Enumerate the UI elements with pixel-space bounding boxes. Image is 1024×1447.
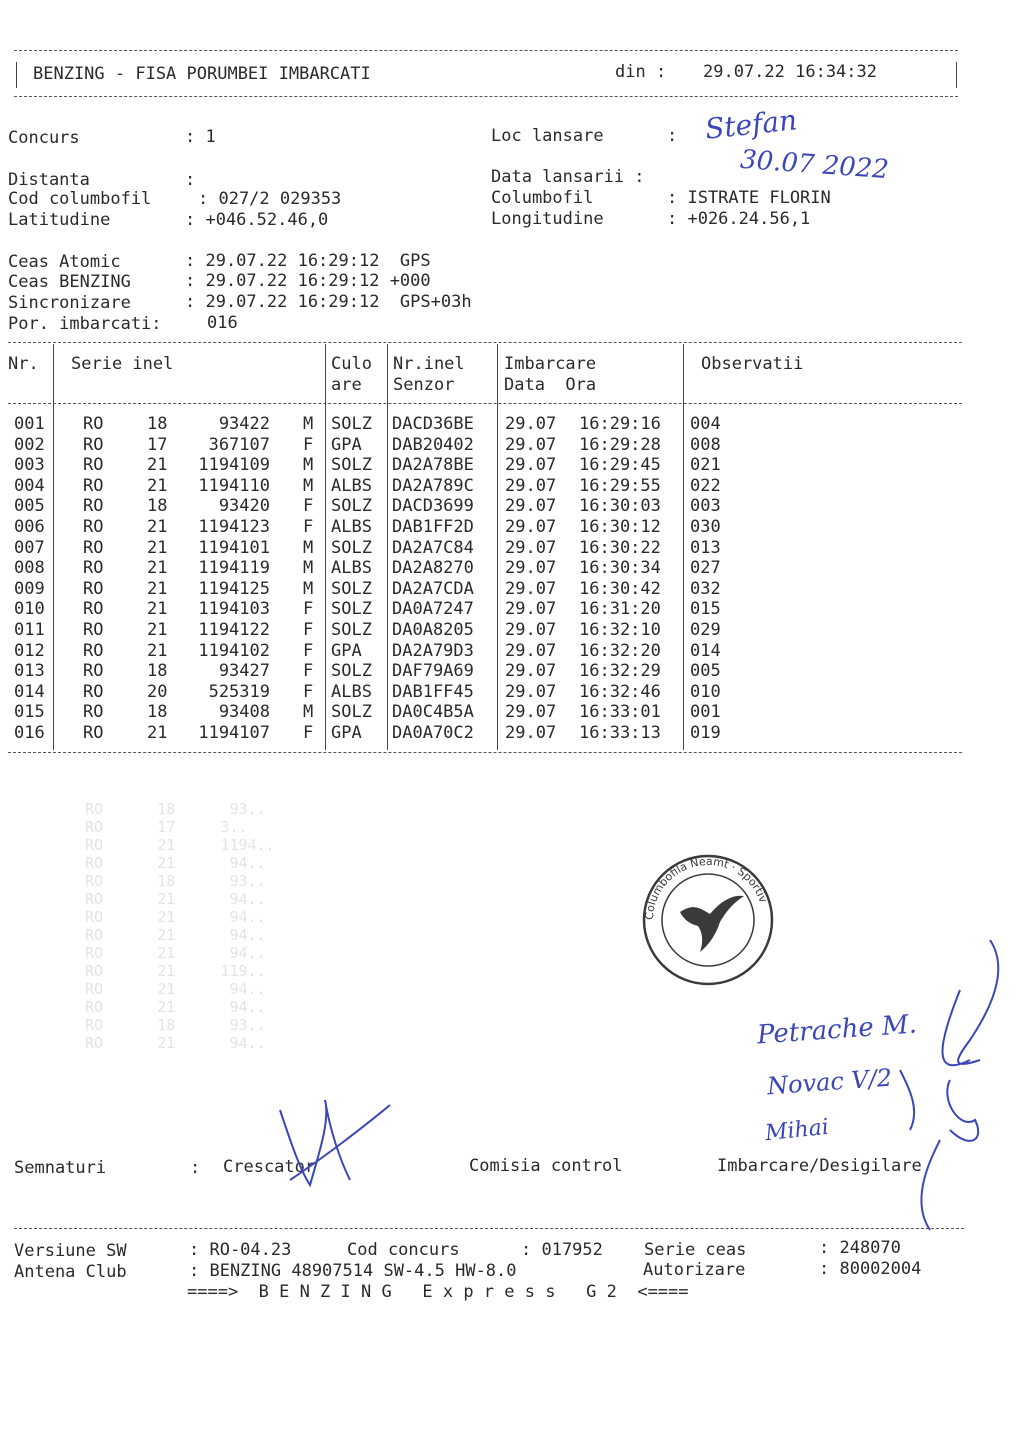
cell-ora: 16:33:13: [579, 723, 661, 743]
cell-sex: M: [303, 537, 314, 558]
cell-senzor: DA2A8270: [392, 558, 474, 579]
header-serie-inel: Serie inel: [71, 354, 174, 374]
stamp-text: Columbofila Neamt · Sportiv: [642, 854, 770, 921]
cell-data: 29.07: [505, 599, 557, 620]
cell-nr: 005: [14, 496, 45, 517]
cell-tara: RO: [83, 723, 104, 743]
cell-senzor: DA0C4B5A: [392, 702, 474, 723]
col-divider-serie: [325, 344, 326, 750]
cell-inel: 1194122: [198, 620, 270, 640]
distanta-value: :: [185, 170, 196, 190]
cell-culoare: ALBS: [331, 558, 372, 579]
cell-an: 21: [147, 455, 168, 476]
cell-obs: 015: [690, 599, 721, 620]
cell-sex: M: [303, 578, 314, 599]
cell-tara: RO: [83, 455, 104, 476]
cell-nr: 009: [14, 578, 45, 599]
cell-tara: RO: [83, 578, 104, 599]
cell-tara: RO: [83, 661, 104, 682]
cell-nr: 016: [14, 723, 45, 743]
sincronizare-label: Sincronizare: [8, 293, 131, 313]
cell-obs: 030: [690, 517, 721, 537]
cell-culoare: GPA: [331, 640, 362, 661]
concurs-label: Concurs: [8, 128, 80, 148]
cell-senzor: DAF79A69: [392, 661, 474, 682]
header-culoare-2: are: [331, 375, 362, 395]
latitudine-value: : +046.52.46,0: [185, 210, 329, 230]
ghost-print: RO 18 93.. RO 17 3.. RO 21 1194.. RO 21 94.. RO 18 93.. RO 21 94.. RO 21 94.. RO 21 94.. RO 21 94.. RO 21 119.. RO 21 94.. RO 21 94.. RO 18 93.. RO 21 94..: [85, 800, 275, 1052]
cell-data: 29.07: [505, 455, 557, 476]
imbarcare-desigilare-label: Imbarcare/Desigilare: [717, 1156, 922, 1176]
cell-senzor: DA2A78BE: [392, 455, 474, 476]
cell-senzor: DACD3699: [392, 496, 474, 517]
cell-culoare: SOLZ: [331, 496, 372, 517]
cell-tara: RO: [83, 517, 104, 537]
cell-tara: RO: [83, 414, 104, 434]
cell-inel: 1194125: [198, 578, 270, 599]
porumbei-imbarcati-label: Por. imbarcati:: [8, 314, 162, 334]
cell-obs: 008: [690, 434, 721, 455]
cell-data: 29.07: [505, 723, 557, 743]
cell-an: 21: [147, 475, 168, 496]
cell-senzor: DAB1FF45: [392, 681, 474, 702]
cell-senzor: DA0A8205: [392, 620, 474, 640]
cell-ora: 16:32:46: [579, 681, 661, 702]
cell-culoare: ALBS: [331, 517, 372, 537]
cell-culoare: GPA: [331, 434, 362, 455]
cell-culoare: SOLZ: [331, 537, 372, 558]
cell-ora: 16:29:28: [579, 434, 661, 455]
cell-tara: RO: [83, 475, 104, 496]
cell-nr: 002: [14, 434, 45, 455]
cell-tara: RO: [83, 434, 104, 455]
col-divider-imbarcare: [683, 344, 684, 750]
cell-obs: 029: [690, 620, 721, 640]
latitudine-label: Latitudine: [8, 210, 111, 230]
club-stamp: [640, 852, 776, 988]
cell-nr: 008: [14, 558, 45, 579]
brand-line: ====> B E N Z I N G E x p r e s s G 2 <====: [187, 1282, 689, 1302]
cell-obs: 004: [690, 414, 721, 434]
sincronizare-value: : 29.07.22 16:29:12 GPS+03h: [185, 292, 472, 312]
cell-nr: 013: [14, 661, 45, 682]
cell-data: 29.07: [505, 517, 557, 537]
header-senzor: Senzor: [393, 375, 455, 395]
cell-data: 29.07: [505, 537, 557, 558]
cell-culoare: SOLZ: [331, 578, 372, 599]
cell-inel: 367107: [208, 434, 270, 455]
ceas-benzing-value: : 29.07.22 16:29:12 +000: [185, 271, 431, 291]
semnaturi-label: Semnaturi: [14, 1158, 107, 1178]
cell-culoare: SOLZ: [331, 414, 372, 434]
semnaturi-sep: :: [190, 1158, 201, 1178]
data-lansarii-label: Data lansarii :: [491, 167, 645, 187]
cell-senzor: DA2A79D3: [392, 640, 474, 661]
cell-an: 21: [147, 599, 168, 620]
cell-data: 29.07: [505, 681, 557, 702]
cell-data: 29.07: [505, 475, 557, 496]
crescator-label: Crescator: [223, 1157, 316, 1177]
antena-club-value: : BENZING 48907514 SW-4.5 HW-8.0: [189, 1261, 517, 1281]
cell-sex: F: [303, 496, 314, 517]
cell-sex: M: [303, 558, 314, 579]
cell-inel: 93420: [218, 496, 270, 517]
cell-obs: 019: [690, 723, 721, 743]
cell-inel: 1194123: [198, 517, 270, 537]
header-top-rule: [14, 50, 958, 51]
cell-nr: 007: [14, 537, 45, 558]
cell-culoare: SOLZ: [331, 702, 372, 723]
cell-obs: 003: [690, 496, 721, 517]
cell-an: 18: [147, 702, 168, 723]
cell-data: 29.07: [505, 640, 557, 661]
signer-name-2: Novac V/2: [766, 1063, 893, 1101]
cell-data: 29.07: [505, 661, 557, 682]
cell-inel: 93408: [218, 702, 270, 723]
header-nr: Nr.: [8, 354, 39, 374]
cell-an: 17: [147, 434, 168, 455]
autorizare-label: Autorizare: [643, 1260, 746, 1280]
cell-inel: 1194109: [198, 455, 270, 476]
cell-tara: RO: [83, 496, 104, 517]
cell-ora: 16:32:20: [579, 640, 661, 661]
cell-senzor: DA0A7247: [392, 599, 474, 620]
ceas-benzing-label: Ceas BENZING: [8, 272, 131, 292]
cell-sex: F: [303, 661, 314, 682]
cell-ora: 16:32:29: [579, 661, 661, 682]
cell-ora: 16:30:03: [579, 496, 661, 517]
header-imbarcare: Imbarcare: [504, 354, 597, 374]
col-divider-senzor: [497, 344, 498, 750]
columbofil-value: : ISTRATE FLORIN: [667, 188, 831, 208]
cell-tara: RO: [83, 620, 104, 640]
cod-columbofil-value: : 027/2 029353: [198, 189, 342, 209]
cell-ora: 16:30:12: [579, 517, 661, 537]
cell-obs: 013: [690, 537, 721, 558]
cell-sex: M: [303, 702, 314, 723]
cell-inel: 525319: [208, 681, 270, 702]
cell-sex: M: [303, 475, 314, 496]
cell-data: 29.07: [505, 702, 557, 723]
cell-nr: 015: [14, 702, 45, 723]
stamp-seal-icon: [640, 852, 776, 988]
cod-concurs-value: : 017952: [521, 1240, 603, 1260]
cell-nr: 006: [14, 517, 45, 537]
svg-text:Columbofila Neamt · Sportiv: [643, 855, 770, 920]
autorizare-value: : 80002004: [819, 1259, 922, 1279]
cell-data: 29.07: [505, 558, 557, 579]
cell-obs: 001: [690, 702, 721, 723]
header-left-edge: [16, 62, 17, 88]
cell-nr: 010: [14, 599, 45, 620]
cell-senzor: DA2A7CDA: [392, 578, 474, 599]
cell-senzor: DA2A789C: [392, 475, 474, 496]
col-divider-culoare: [387, 344, 388, 750]
cell-sex: F: [303, 620, 314, 640]
cell-culoare: SOLZ: [331, 599, 372, 620]
cell-culoare: GPA: [331, 723, 362, 743]
cell-tara: RO: [83, 537, 104, 558]
cell-culoare: ALBS: [331, 681, 372, 702]
cell-an: 21: [147, 517, 168, 537]
cell-culoare: ALBS: [331, 475, 372, 496]
signer-name-1: Petrache M.: [756, 1009, 918, 1051]
cell-sex: F: [303, 517, 314, 537]
table-header-rule: [8, 403, 962, 404]
cell-culoare: SOLZ: [331, 661, 372, 682]
cell-ora: 16:29:55: [579, 475, 661, 496]
cell-sex: M: [303, 414, 314, 434]
cell-obs: 021: [690, 455, 721, 476]
cell-obs: 010: [690, 681, 721, 702]
cell-nr: 001: [14, 414, 45, 434]
cell-sex: F: [303, 723, 314, 743]
serie-ceas-label: Serie ceas: [644, 1240, 747, 1260]
header-nr-inel: Nr.inel: [393, 354, 465, 374]
ceas-atomic-value: : 29.07.22 16:29:12 GPS: [185, 251, 431, 271]
cell-obs: 014: [690, 640, 721, 661]
header-bottom-rule: [14, 96, 958, 97]
cell-senzor: DACD36BE: [392, 414, 474, 434]
cell-inel: 1194101: [198, 537, 270, 558]
loc-lansare-handwritten: Stefan: [703, 103, 799, 146]
footer-rule: [14, 1228, 964, 1229]
comisia-control-label: Comisia control: [469, 1156, 623, 1176]
cell-tara: RO: [83, 558, 104, 579]
porumbei-imbarcati-value: 016: [207, 313, 238, 333]
cell-an: 18: [147, 414, 168, 434]
cell-nr: 011: [14, 620, 45, 640]
cell-inel: 1194107: [198, 723, 270, 743]
columbofil-label: Columbofil: [491, 188, 594, 208]
cell-data: 29.07: [505, 578, 557, 599]
versiune-value: : RO-04.23: [189, 1240, 292, 1260]
cell-ora: 16:32:10: [579, 620, 661, 640]
header-observatii: Observatii: [701, 354, 804, 374]
cell-tara: RO: [83, 640, 104, 661]
cell-inel: 1194119: [198, 558, 270, 579]
header-culoare-1: Culo: [331, 354, 372, 374]
cell-data: 29.07: [505, 496, 557, 517]
cell-obs: 005: [690, 661, 721, 682]
cell-culoare: SOLZ: [331, 455, 372, 476]
din-label: din :: [615, 62, 667, 82]
cell-an: 21: [147, 537, 168, 558]
distanta-label: Distanta: [8, 170, 90, 190]
cod-concurs-label: Cod concurs: [347, 1240, 460, 1260]
antena-club-label: Antena Club: [14, 1262, 127, 1282]
cell-nr: 014: [14, 681, 45, 702]
cell-obs: 027: [690, 558, 721, 579]
longitudine-value: : +026.24.56,1: [667, 209, 811, 229]
longitudine-label: Longitudine: [491, 209, 604, 229]
cell-an: 21: [147, 723, 168, 743]
cell-inel: 1194102: [198, 640, 270, 661]
cell-senzor: DAB20402: [392, 434, 474, 455]
cell-an: 21: [147, 620, 168, 640]
concurs-value: : 1: [185, 127, 216, 147]
cell-inel: 93427: [218, 661, 270, 682]
signer-name-3: Mihai: [763, 1114, 831, 1147]
cell-data: 29.07: [505, 434, 557, 455]
cell-senzor: DA2A7C84: [392, 537, 474, 558]
loc-lansare-sep: :: [667, 126, 678, 146]
cell-obs: 022: [690, 475, 721, 496]
cell-nr: 012: [14, 640, 45, 661]
cell-data: 29.07: [505, 414, 557, 434]
cell-inel: 93422: [218, 414, 270, 434]
cell-senzor: DAB1FF2D: [392, 517, 474, 537]
cell-an: 21: [147, 578, 168, 599]
cell-senzor: DA0A70C2: [392, 723, 474, 743]
cell-an: 18: [147, 496, 168, 517]
cell-sex: F: [303, 640, 314, 661]
header-right-edge: [956, 62, 957, 88]
header-data-ora: Data Ora: [504, 375, 597, 395]
cell-sex: F: [303, 599, 314, 620]
din-value: 29.07.22 16:34:32: [703, 62, 877, 82]
document-title: BENZING - FISA PORUMBEI IMBARCATI: [33, 64, 371, 84]
cell-ora: 16:30:22: [579, 537, 661, 558]
cell-tara: RO: [83, 681, 104, 702]
crescator-signature-icon: [270, 1090, 400, 1200]
cell-ora: 16:30:42: [579, 578, 661, 599]
cell-ora: 16:33:01: [579, 702, 661, 723]
cell-an: 20: [147, 681, 168, 702]
cell-ora: 16:31:20: [579, 599, 661, 620]
cell-inel: 1194110: [198, 475, 270, 496]
cell-nr: 004: [14, 475, 45, 496]
cell-ora: 16:29:16: [579, 414, 661, 434]
cell-tara: RO: [83, 599, 104, 620]
cell-sex: M: [303, 455, 314, 476]
cell-ora: 16:29:45: [579, 455, 661, 476]
cod-columbofil-label: Cod columbofil: [8, 189, 152, 209]
cell-an: 21: [147, 640, 168, 661]
serie-ceas-value: : 248070: [819, 1238, 901, 1258]
cell-data: 29.07: [505, 620, 557, 640]
cell-culoare: SOLZ: [331, 620, 372, 640]
table-top-rule: [8, 342, 962, 343]
cell-sex: F: [303, 434, 314, 455]
table-bottom-rule: [8, 752, 962, 753]
cell-obs: 032: [690, 578, 721, 599]
data-lansarii-handwritten: 30.07 2022: [739, 144, 890, 186]
cell-ora: 16:30:34: [579, 558, 661, 579]
cell-inel: 1194103: [198, 599, 270, 620]
cell-an: 18: [147, 661, 168, 682]
cell-an: 21: [147, 558, 168, 579]
ceas-atomic-label: Ceas Atomic: [8, 252, 121, 272]
cell-sex: F: [303, 681, 314, 702]
cell-nr: 003: [14, 455, 45, 476]
loc-lansare-label: Loc lansare: [491, 126, 604, 146]
cell-tara: RO: [83, 702, 104, 723]
versiune-label: Versiune SW: [14, 1241, 127, 1261]
